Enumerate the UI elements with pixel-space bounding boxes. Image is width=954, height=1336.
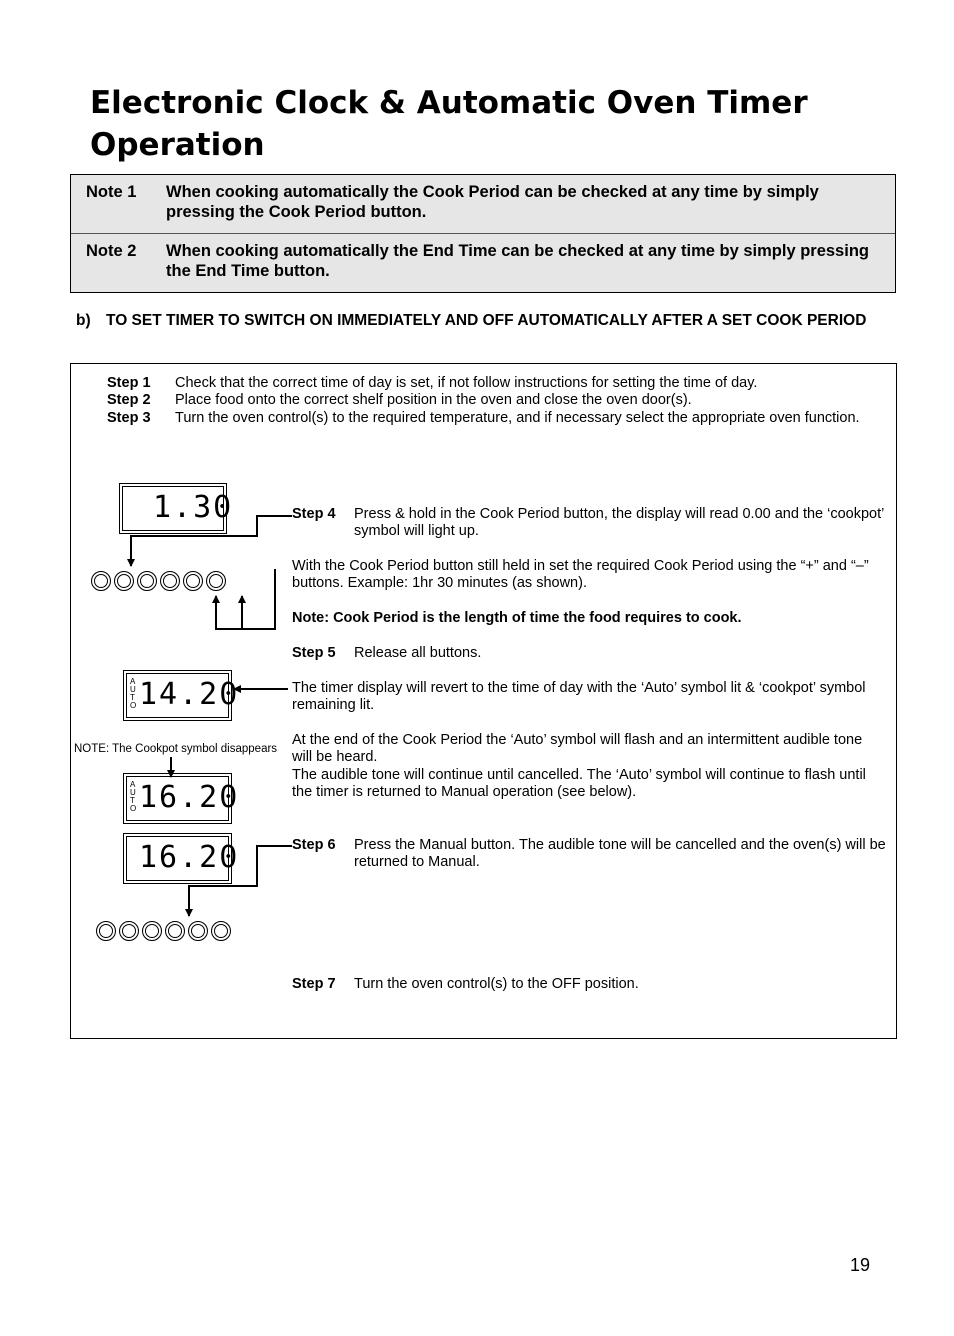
note-label: Note 1: [86, 183, 137, 201]
section-heading-text: TO SET TIMER TO SWITCH ON IMMEDIATELY AND OFF AUTOMATICALLY AFTER A SET COOK PERIOD: [106, 312, 867, 329]
connector-arrows: [71, 364, 896, 1038]
display-digits: 14.20: [139, 677, 240, 712]
step-label: Step 4: [292, 506, 336, 522]
step-text: Turn the oven control(s) to the required temperature, and if necessary select the appropriate oven function.: [175, 410, 860, 426]
auto-letter: T: [130, 693, 135, 702]
step-label: Step 5: [292, 645, 336, 661]
step-text: Check that the correct time of day is set, if not follow instructions for setting the time of day.: [175, 375, 758, 391]
note-row: [71, 233, 895, 292]
step-text: Release all buttons.: [354, 645, 482, 661]
step-label: Step 2: [107, 392, 151, 408]
display-digits: 16.20: [139, 780, 240, 815]
display-digits: 1.30: [153, 490, 234, 525]
arrow-to-manual-button: [189, 846, 292, 916]
step-label: Step 3: [107, 410, 151, 426]
step-text: Turn the oven control(s) to the OFF position.: [354, 976, 639, 992]
note-text: When cooking automatically the End Time can be checked at any time by simply pressing the End Time button.: [166, 242, 869, 280]
end-of-cook-text: At the end of the Cook Period the ‘Auto’ symbol will flash and an intermittent audible tone will be heard.: [292, 732, 863, 765]
cook-period-instruction: With the Cook Period button still held in set the required Cook Period using the “+” and “–” buttons. Example: 1hr 30 minutes (as shown).: [292, 558, 869, 591]
notes-box: [70, 174, 896, 293]
cook-period-note: Note: Cook Period is the length of time the food requires to cook.: [292, 610, 742, 626]
auto-letter: U: [130, 685, 136, 694]
auto-letter: T: [130, 796, 135, 805]
note-text: When cooking automatically the Cook Period can be checked at any time by simply pressing the Cook Period button.: [166, 183, 819, 221]
page-number: 19: [850, 1255, 871, 1275]
arrow-to-plus-button: [216, 569, 275, 629]
display-digits: 16.20: [139, 840, 240, 875]
step-text: Place food onto the correct shelf position in the oven and close the oven door(s).: [175, 392, 692, 408]
auto-letter: U: [130, 788, 136, 797]
step-text: Press & hold in the Cook Period button, the display will read 0.00 and the ‘cookpot’ symbol will light up.: [354, 506, 884, 539]
step-label: Step 6: [292, 837, 336, 853]
note-row: [71, 175, 895, 233]
auto-letter: A: [130, 780, 136, 789]
section-letter: b): [76, 312, 91, 329]
revert-text: The timer display will revert to the time of day with the ‘Auto’ symbol lit & ‘cookpot’ symbol remaining lit.: [292, 680, 866, 713]
tone-text: The audible tone will continue until cancelled. The ‘Auto’ symbol will continue to flash until the timer is returned to Manual operation (see below).: [292, 767, 866, 800]
arrow-to-cook-period-button: [131, 516, 292, 566]
step-label: Step 7: [292, 976, 336, 992]
cookpot-note: NOTE: The Cookpot symbol disappears: [74, 743, 278, 755]
step-text: Press the Manual button. The audible tone will be cancelled and the oven(s) will be returned to Manual.: [354, 837, 886, 870]
section-heading: [76, 312, 916, 330]
instructions-box: [70, 363, 897, 1039]
auto-letter: A: [130, 677, 136, 686]
auto-letter: O: [130, 701, 137, 710]
auto-letter: O: [130, 804, 137, 813]
page-title: Electronic Clock & Automatic Oven Timer Operation: [90, 85, 808, 163]
step-label: Step 1: [107, 375, 151, 391]
note-label: Note 2: [86, 242, 137, 260]
